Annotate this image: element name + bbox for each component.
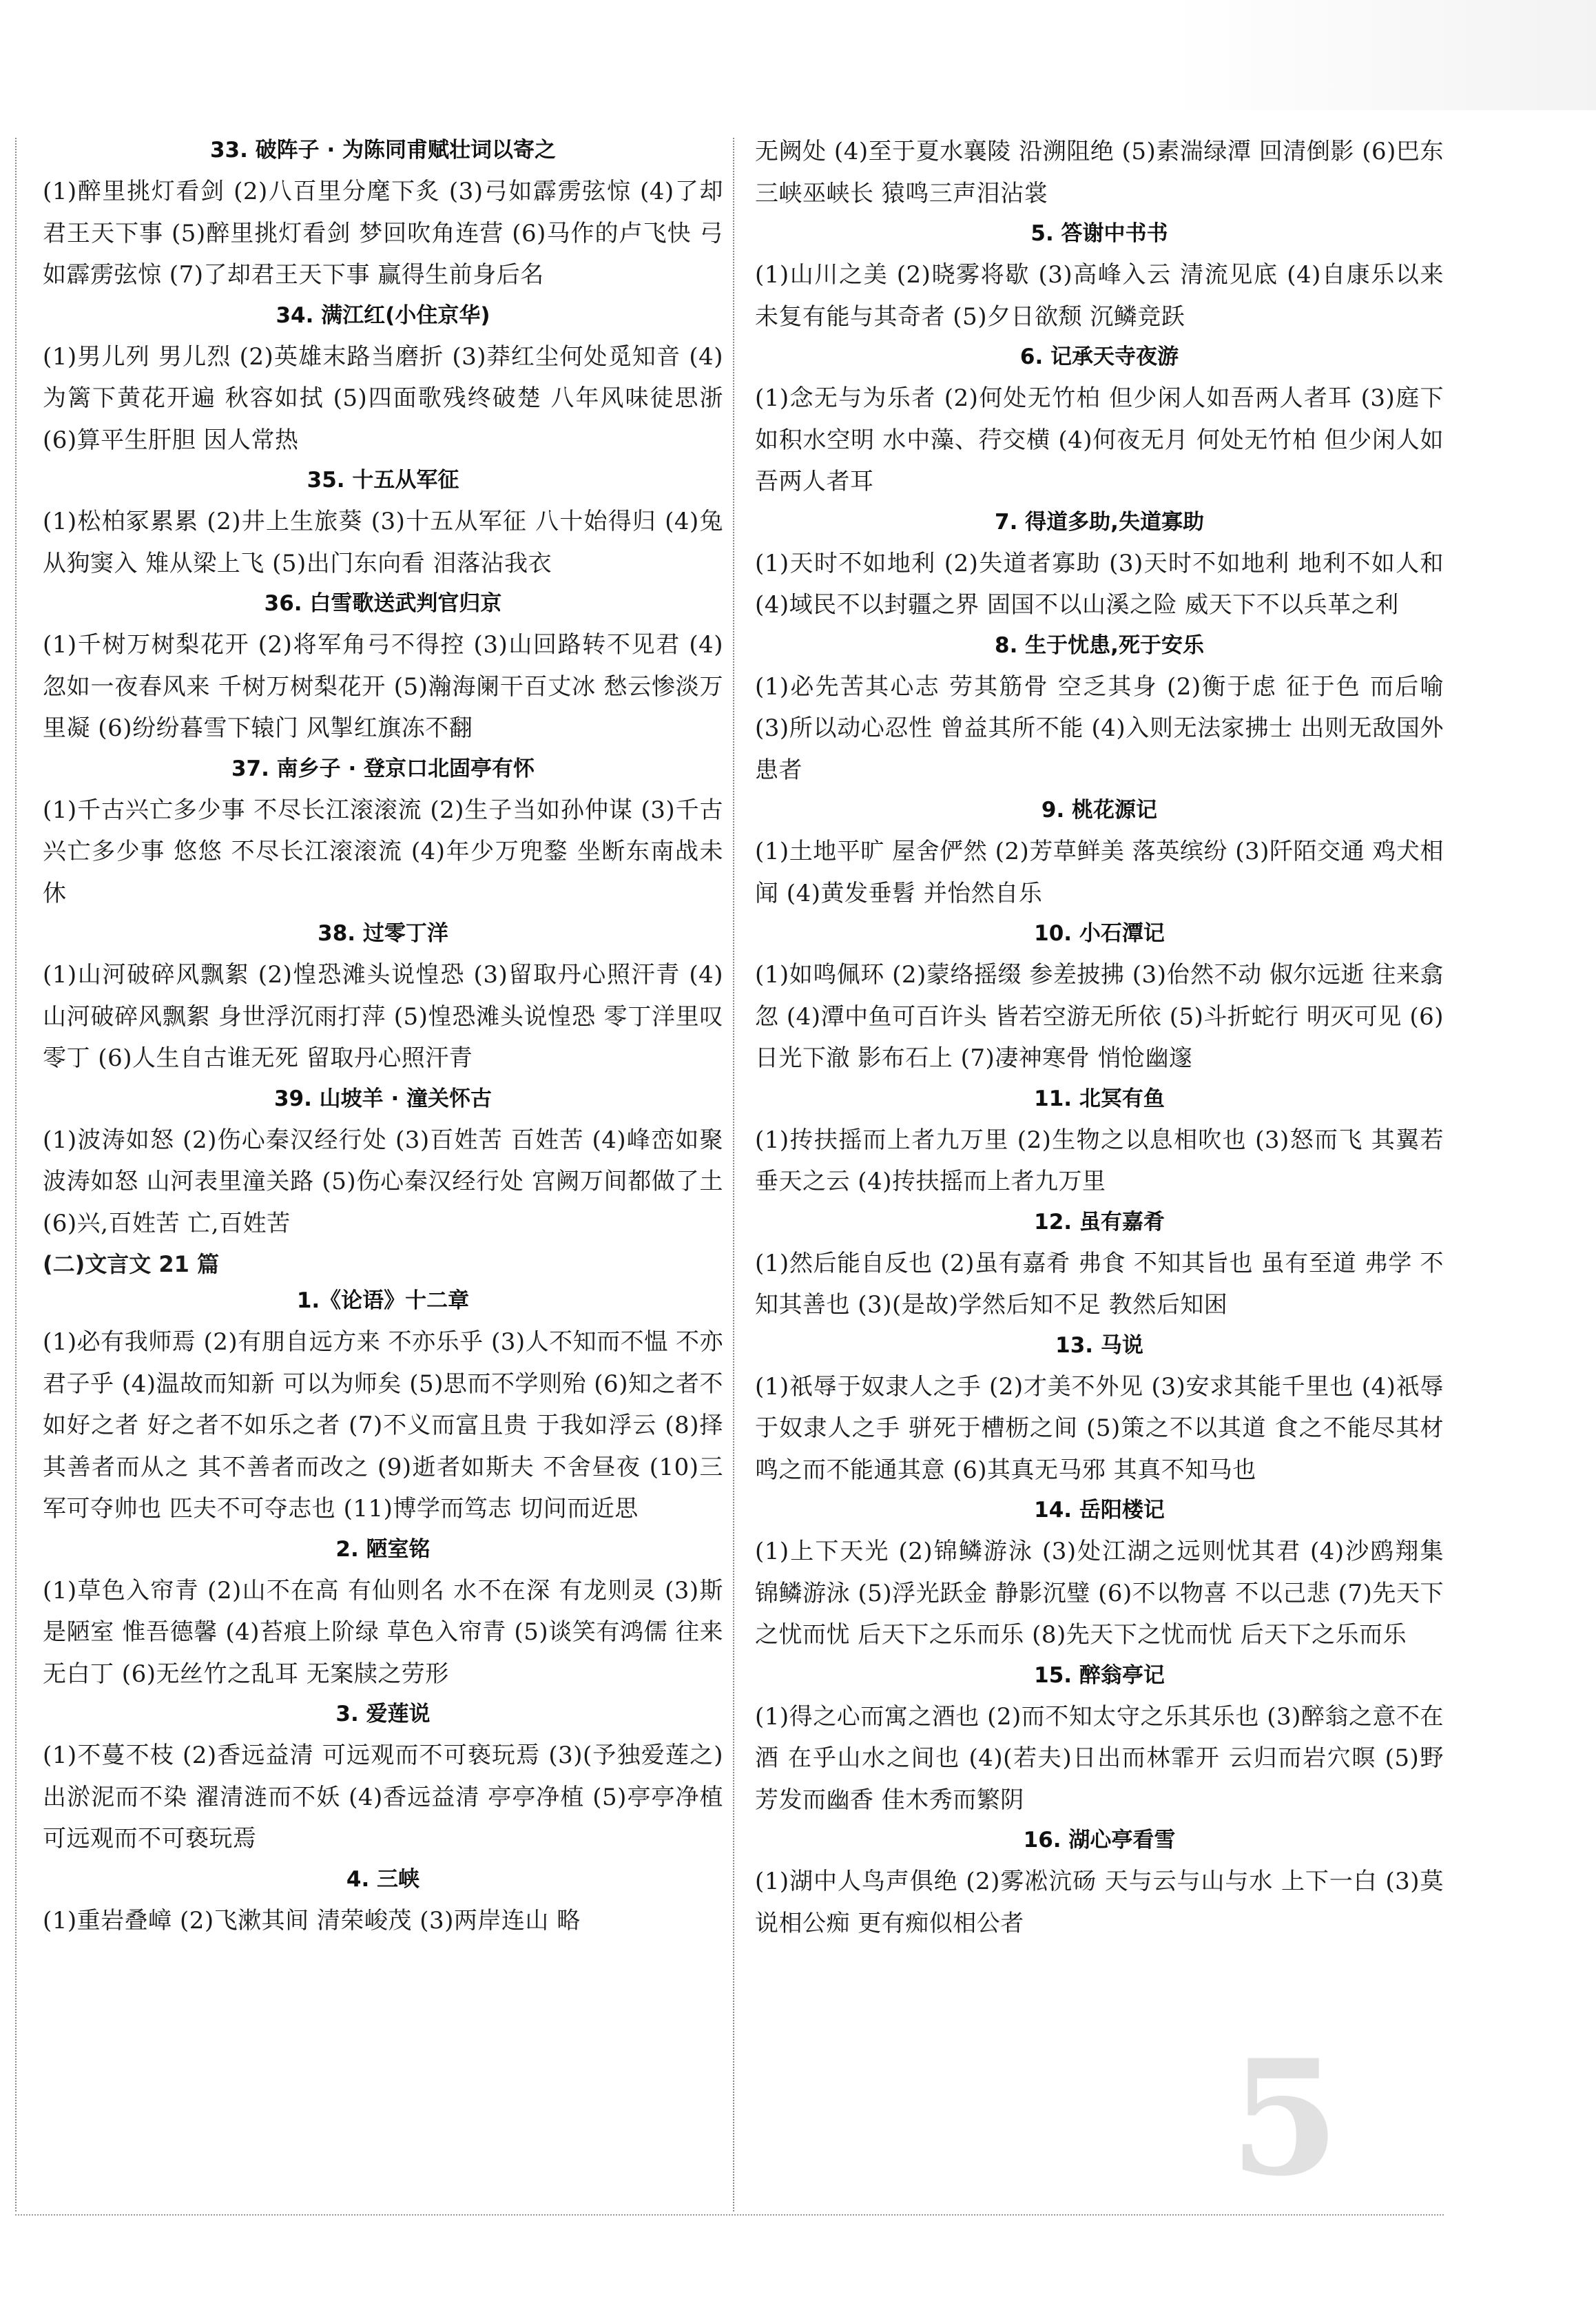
section-answers: (1)山河破碎风飘絮 (2)惶恐滩头说惶恐 (3)留取丹心照汗青 (4)山河破碎风飘絮 身世浮沉雨打萍 (5)惶恐滩头说惶恐 零丁洋里叹零丁 (6)人生自古谁无死 留取丹心照汗青 xyxy=(43,961,723,1072)
section-title: 12. 虽有嘉肴 xyxy=(1034,1209,1165,1235)
left-section-2 xyxy=(43,1286,723,1941)
category-heading: (二)文言文 21 篇 xyxy=(43,1251,220,1277)
section-title: 16. 湖心亭看雪 xyxy=(1023,1828,1176,1853)
section-title: 9. 桃花源记 xyxy=(1041,798,1158,823)
section-answers: (1)必先苦其心志 劳其筋骨 空乏其身 (2)衡于虑 征于色 而后喻 (3)所以动心忍性 曾益其所不能 (4)入则无法家拂士 出则无敌国外患者 xyxy=(755,672,1444,784)
bottom-rule xyxy=(15,2214,1444,2216)
section-answers: (1)抟扶摇而上者九万里 (2)生物之以息相吹也 (3)怒而飞 其翼若垂天之云 (4)抟扶摇而上者九万里 xyxy=(755,1126,1444,1195)
section-answers: (1)念无与为乐者 (2)何处无竹柏 但少闲人如吾两人者耳 (3)庭下如积水空明 水中藻、荇交横 (4)何夜无月 何处无竹柏 但少闲人如吾两人者耳 xyxy=(755,384,1444,495)
section-title: 36. 白雪歌送武判官归京 xyxy=(264,591,502,616)
section-title: 11. 北冥有鱼 xyxy=(1034,1086,1165,1111)
section-answers: (1)上下天光 (2)锦鳞游泳 (3)处江湖之远则忧其君 (4)沙鸥翔集 锦鳞游泳 (5)浮光跃金 静影沉璧 (6)不以物喜 不以己悲 (7)先天下之忧而忧 后天下之乐而乐 (8)先天下之忧而忧 后天下之乐而乐 xyxy=(755,1538,1444,1649)
section-title: 4. 三峡 xyxy=(346,1866,420,1892)
section-answers: (1)重岩叠嶂 (2)飞漱其间 清荣峻茂 (3)两岸连山 略 xyxy=(43,1906,581,1934)
section-answers: (1)土地平旷 屋舍俨然 (2)芳草鲜美 落英缤纷 (3)阡陌交通 鸡犬相闻 (4)黄发垂髫 并怡然自乐 xyxy=(755,838,1444,907)
section-title: 35. 十五从军征 xyxy=(307,468,459,493)
section-answers: (1)必有我师焉 (2)有朋自远方来 不亦乐乎 (3)人不知而不愠 不亦君子乎 (4)温故而知新 可以为师矣 (5)思而不学则殆 (6)知之者不如好之者 好之者不如乐之者 (7)不义而富且贵 于我如浮云 (8)择其善者而从之 其不善者而改之 (9)逝者如斯夫 不舍昼夜 (10)三军可夺帅也 匹夫不可夺志也 (11)博学而笃志 切问而近思 xyxy=(43,1328,723,1523)
section-title: 14. 岳阳楼记 xyxy=(1034,1498,1165,1523)
section-answers: (1)然后能自反也 (2)虽有嘉肴 弗食 不知其旨也 虽有至道 弗学 不知其善也 (3)(是故)学然后知不足 教然后知困 xyxy=(755,1249,1444,1319)
section-answers: (1)湖中人鸟声俱绝 (2)雾凇沆砀 天与云与山与水 上下一白 (3)莫说相公痴 更有痴似相公者 xyxy=(755,1868,1444,1937)
section-answers: (1)不蔓不枝 (2)香远益清 可远观而不可亵玩焉 (3)(予独爱莲之)出淤泥而不染 濯清涟而不妖 (4)香远益清 亭亭净植 (5)亭亭净植 可远观而不可亵玩焉 xyxy=(43,1742,723,1853)
section-answers: (1)千古兴亡多少事 不尽长江滚滚流 (2)生子当如孙仲谋 (3)千古兴亡多少事 悠悠 不尽长江滚滚流 (4)年少万兜鍪 坐断东南战未休 xyxy=(43,796,723,907)
section-title: 15. 醉翁亭记 xyxy=(1034,1662,1165,1688)
section-answers: (1)松柏冢累累 (2)井上生旅葵 (3)十五从军征 八十始得归 (4)兔从狗窦入 雉从梁上飞 (5)出门东向看 泪落沾我衣 xyxy=(43,508,723,577)
section-answers: (1)如鸣佩环 (2)蒙络摇缀 参差披拂 (3)佁然不动 俶尔远逝 往来翕忽 (4)潭中鱼可百许头 皆若空游无所依 (5)斗折蛇行 明灭可见 (6)日光下澈 影布石上 (7)凄神寒骨 悄怆幽邃 xyxy=(755,961,1444,1072)
left-column xyxy=(43,131,723,2211)
left-margin-rule xyxy=(15,138,17,2211)
column-divider xyxy=(733,138,734,2211)
section-answers: (1)波涛如怒 (2)伤心秦汉经行处 (3)百姓苦 百姓苦 (4)峰峦如聚 波涛如怒 山河表里潼关路 (5)伤心秦汉经行处 宫阙万间都做了土 (6)兴,百姓苦 亡,百姓苦 xyxy=(43,1126,723,1237)
section-answers: (1)祇辱于奴隶人之手 (2)才美不外见 (3)安求其能千里也 (4)祇辱于奴隶人之手 骈死于槽枥之间 (5)策之不以其道 食之不能尽其材 鸣之而不能通其意 (6)其真无马邪 其真不知马也 xyxy=(755,1372,1444,1484)
section-title: 38. 过零丁洋 xyxy=(318,921,448,946)
section-title: 1.《论语》十二章 xyxy=(296,1288,470,1313)
section-title: 39. 山坡羊 · 潼关怀古 xyxy=(273,1086,493,1111)
section-title: 7. 得道多助,失道寡助 xyxy=(995,509,1204,535)
section-title: 3. 爱莲说 xyxy=(335,1702,431,1726)
section-answers: (1)草色入帘青 (2)山不在高 有仙则名 水不在深 有龙则灵 (3)斯是陋室 惟吾德馨 (4)苔痕上阶绿 草色入帘青 (5)谈笑有鸿儒 往来无白丁 (6)无丝竹之乱耳 无案牍之劳形 xyxy=(43,1576,723,1688)
left-section-1 xyxy=(43,135,723,1244)
section-title: 13. 马说 xyxy=(1055,1332,1143,1358)
page-number: 5 xyxy=(1230,2025,1340,2211)
section-title: 33. 破阵子 · 为陈同甫赋壮词以寄之 xyxy=(209,138,557,163)
section-title: 5. 答谢中书书 xyxy=(1030,221,1168,246)
page-edge-shade xyxy=(1171,0,1596,110)
section-answers: (1)醉里挑灯看剑 (2)八百里分麾下炙 (3)弓如霹雳弦惊 (4)了却君王天下事 (5)醉里挑灯看剑 梦回吹角连营 (6)马作的卢飞快 弓如霹雳弦惊 (7)了却君王天下事 赢得生前身后名 xyxy=(43,178,723,289)
section-answers: (1)山川之美 (2)晓雾将歇 (3)高峰入云 清流见底 (4)自康乐以来 未复有能与其奇者 (5)夕日欲颓 沉鳞竞跃 xyxy=(755,261,1444,331)
section-title: 34. 满江红(小住京华) xyxy=(276,302,490,328)
continued-answers: 无阙处 (4)至于夏水襄陵 沿溯阻绝 (5)素湍绿潭 回清倒影 (6)巴东三峡巫峡长 猿鸣三声泪沾裳 xyxy=(755,138,1444,207)
section-title: 10. 小石潭记 xyxy=(1034,921,1165,946)
section-title: 37. 南乡子 · 登京口北固亭有怀 xyxy=(231,756,535,781)
section-title: 8. 生于忧患,死于安乐 xyxy=(995,632,1204,658)
section-title: 2. 陋室铭 xyxy=(335,1536,431,1562)
section-answers: (1)男儿列 男儿烈 (2)英雄末路当磨折 (3)莽红尘何处觅知音 (4)为篱下黄花开遍 秋容如拭 (5)四面歌残终破楚 八年风味徒思浙 (6)算平生肝胆 因人常热 xyxy=(43,342,723,454)
section-answers: (1)天时不如地利 (2)失道者寡助 (3)天时不如地利 地利不如人和 (4)域民不以封疆之界 固国不以山溪之险 威天下不以兵革之利 xyxy=(755,549,1444,619)
section-title: 6. 记承天寺夜游 xyxy=(1019,344,1179,369)
section-answers: (1)得之心而寓之酒也 (2)而不知太守之乐其乐也 (3)醉翁之意不在酒 在乎山水之间也 (4)(若夫)日出而林霏开 云归而岩穴暝 (5)野芳发而幽香 佳木秀而繁阴 xyxy=(755,1702,1444,1814)
section-answers: (1)千树万树梨花开 (2)将军角弓不得控 (3)山回路转不见君 (4)忽如一夜春风来 千树万树梨花开 (5)瀚海阑干百丈冰 愁云惨淡万里凝 (6)纷纷暮雪下辕门 风掣红旗冻不翻 xyxy=(43,631,723,742)
right-column xyxy=(755,131,1444,2211)
